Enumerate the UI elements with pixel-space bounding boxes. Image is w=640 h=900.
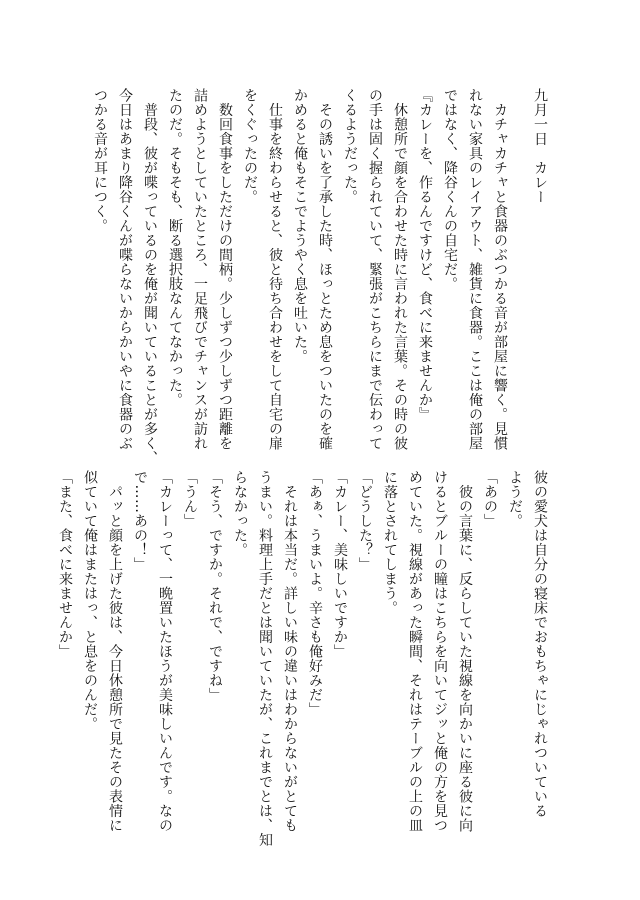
- text-line: パッと顔を上げた彼は、今日休憩所で見たその表情に: [107, 470, 123, 833]
- text-line: その誘いを了承した時、ほっとため息をついたのを確: [317, 88, 333, 451]
- text-line: ようだ。: [507, 470, 523, 528]
- text-line: 休憩所で顔を合わせた時に言われた言葉。その時の彼: [392, 88, 408, 451]
- text-line: たのだ。そもそも、断る選択肢なんてなかった。: [167, 88, 183, 407]
- text-line: 「あの」: [482, 470, 498, 528]
- text-line: 『カレーを、作るんですけど、食べに来ませんか』: [417, 88, 433, 422]
- text-line: 彼の言葉に、反らしていた視線を向かいに座る彼に向: [457, 470, 473, 833]
- text-line: 「どうした？」: [357, 470, 373, 572]
- text-line: くるようだった。: [342, 88, 358, 204]
- text-line: うまい。料理上手だとは聞いていたが、これまでとは、知: [257, 470, 273, 847]
- text-line: に落とされてしまう。: [382, 470, 398, 615]
- text-line: 「また、食べに来ませんか」: [57, 470, 73, 659]
- text-line: の手は固く握られていて、緊張がこちらにまで伝わって: [367, 88, 383, 451]
- text-line: カチャカチャと食器のぶつかる音が部屋に響く。見慣: [492, 88, 508, 451]
- text-line: 「うん」: [182, 470, 198, 528]
- text-line: 彼の愛犬は自分の寝床でおもちゃにじゃれついている: [532, 470, 548, 818]
- text-line: 詰めようとしていたところ、一足飛びでチャンスが訪れ: [192, 88, 208, 451]
- text-line: れない家具のレイアウト、雑貨に食器。ここは俺の部屋: [467, 88, 483, 451]
- text-line: 「そう、ですか。それで、ですね」: [207, 470, 223, 702]
- text-line: 「カレーって、一晩置いたほうが美味しいんです。なの: [157, 470, 173, 833]
- text-line: けるとブルーの瞳はこちらを向いてジッと俺の方を見つ: [432, 470, 448, 833]
- text-line: 似ていて俺はまたはっ、と息をのんだ。: [82, 470, 98, 731]
- text-line: ではなく、降谷くんの自宅だ。: [442, 88, 458, 291]
- text-line: 「あぁ、うまいよ。辛さも俺好みだ」: [307, 470, 323, 717]
- upper-text-block: [77, 88, 552, 465]
- text-line: それは本当だ。詳しい味の違いはわからないがとても: [282, 470, 298, 833]
- chapter-title: 九月一日 カレー: [532, 88, 548, 204]
- text-line: をくぐったのだ。: [242, 88, 258, 204]
- text-line: で……あの！」: [132, 470, 148, 572]
- text-line: 数回食事をしただけの間柄。少しずつ少しずつ距離を: [217, 88, 233, 451]
- text-line: 「カレー、美味しいですか」: [332, 470, 348, 659]
- text-line: 今日はあまり降谷くんが喋らないからかいやに食器のぶ: [117, 88, 133, 451]
- text-line: つかる音が耳につく。: [92, 88, 108, 233]
- text-line: かめると俺もそこでようやく息を吐いた。: [292, 88, 308, 364]
- text-line: 普段、彼が喋っているのを俺が聞いていることが多く、: [142, 88, 158, 465]
- text-line: 仕事を終わらせると、彼と待ち合わせをして自宅の扉: [267, 88, 283, 451]
- lower-text-block: [57, 470, 552, 847]
- text-line: めていた。視線があった瞬間、それはテーブルの上の皿: [407, 470, 423, 833]
- text-line: らなかった。: [232, 470, 248, 557]
